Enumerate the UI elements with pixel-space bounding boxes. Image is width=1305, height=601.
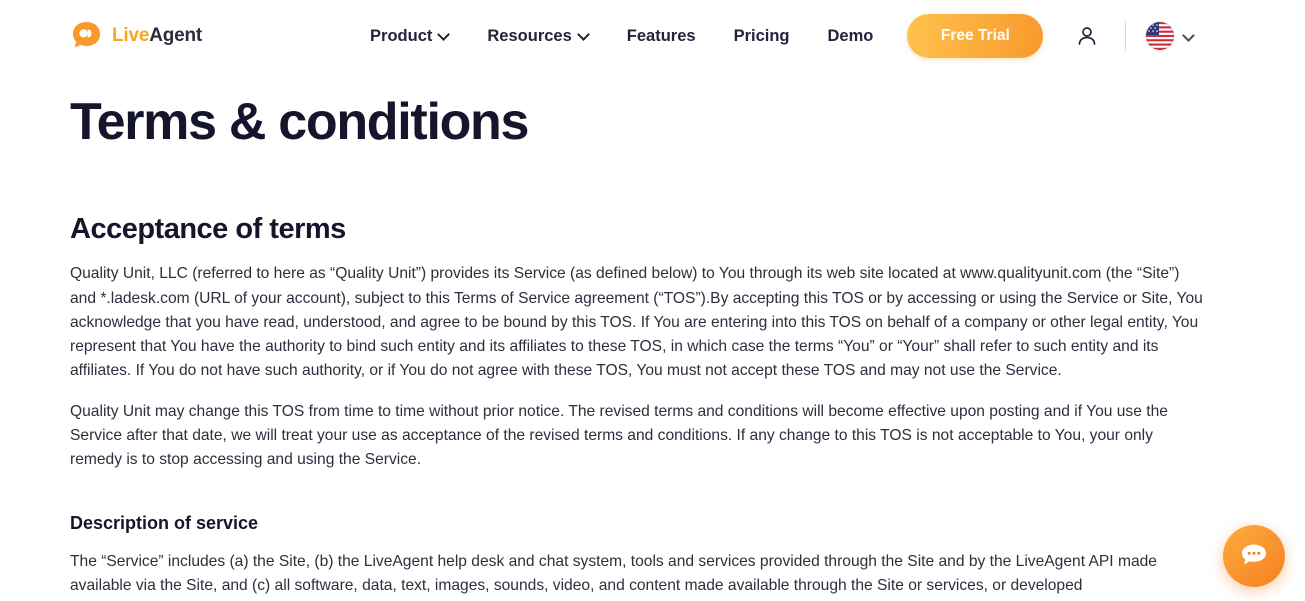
paragraph: Quality Unit, LLC (referred to here as “Quality Unit”) provides its Service (as defined below) to You through its web site located at www.qualityunit.com (the “Site”) and *.ladesk.com (URL of your account), subject to this Terms of Service agreement (“TOS”).By accepting this TOS or by accessing or using the Service or Site, You acknowledge that you have read, understood, and agree to be bound by this TOS. If You are entering into this TOS on behalf of a company or other legal entity, You represent that You have the authority to bind such entity and its affiliates to these TOS, in which case the terms “You” or “Your” shall refer to such entity and its affiliates. If You do not have such authority, or if You do not agree with these TOS, You must not accept these TOS and may not use the Service. <box>70 265 1203 380</box>
nav-item-demo[interactable] <box>828 27 874 46</box>
user-account-icon[interactable] <box>1075 24 1099 48</box>
nav-label-features: Features <box>626 26 696 45</box>
page-content <box>0 94 1305 598</box>
chevron-down-icon <box>579 30 589 40</box>
logo-text-agent: Agent <box>149 25 203 46</box>
chevron-down-icon <box>439 30 449 40</box>
page-title: Terms & conditions <box>70 93 529 151</box>
paragraph: Quality Unit may change this TOS from time to time without prior notice. The revised terms and conditions will become effective upon posting and if You use the Service after that date, we will treat your use as acceptance of the revised terms and conditions. If any change to this TOS is not acceptable to You, your only remedy is to stop accessing and using the Service. <box>70 402 1168 469</box>
section-heading-description: Description of service <box>70 512 259 533</box>
header-divider <box>1125 21 1126 51</box>
main-nav <box>370 27 873 46</box>
us-flag-icon <box>1146 22 1174 50</box>
nav-label-product: Product <box>370 26 433 45</box>
nav-item-product[interactable] <box>370 27 449 46</box>
nav-item-features[interactable] <box>627 27 696 46</box>
nav-item-resources[interactable] <box>487 27 588 46</box>
nav-item-pricing[interactable] <box>734 27 790 46</box>
paragraph: The “Service” includes (a) the Site, (b) the LiveAgent help desk and chat system, tools and services provided through the Site and by the LiveAgent API made available via the Site, and (c) all software, data, text, images, sounds, video, and content made available through the Site or services, or developed <box>70 552 1157 594</box>
nav-label-pricing: Pricing <box>733 26 790 45</box>
chat-bubble-icon[interactable] <box>1223 525 1285 587</box>
nav-label-resources: Resources <box>487 26 572 45</box>
free-trial-button[interactable]: Free Trial <box>907 14 1043 58</box>
site-header <box>0 0 1305 72</box>
logo[interactable] <box>70 19 202 53</box>
nav-label-demo: Demo <box>827 26 874 45</box>
chevron-down-icon <box>1184 31 1194 41</box>
section-heading-acceptance: Acceptance of terms <box>70 213 346 246</box>
logo-text-live: Live <box>112 25 150 46</box>
speech-bubble-logo-icon <box>70 19 104 53</box>
logo-text <box>112 25 202 47</box>
language-selector[interactable] <box>1146 22 1194 50</box>
